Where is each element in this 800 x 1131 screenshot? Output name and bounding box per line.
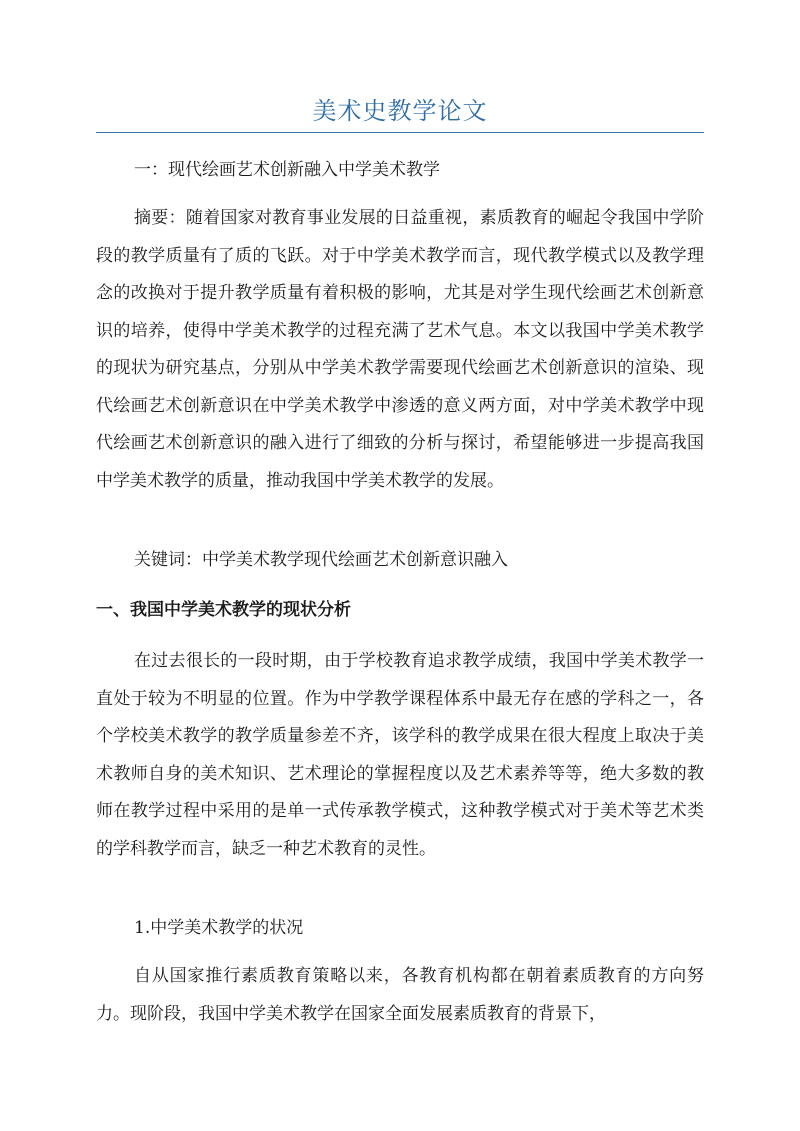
subtitle: 一：现代绘画艺术创新融入中学美术教学 xyxy=(134,160,440,180)
subsection-heading: 1.中学美术教学的状况 xyxy=(134,918,304,938)
section-heading: 一、我国中学美术教学的现状分析 xyxy=(96,600,351,620)
abstract-paragraph: 摘要：随着国家对教育事业发展的日益重视，素质教育的崛起令我国中学阶段的教学质量有了质的飞跃。对于中学美术教学而言，现代教学模式以及教学理念的改换对于提升教学质量有着积极的影响，尤其是对学生现代绘画艺术创新意识的培养，使得中学美术教学的过程充满了艺术气息。本文以我国中学美术教学的现状为研究基点，分别从中学美术教学需要现代绘画艺术创新意识的渲染、现代绘画艺术创新意识在中学美术教学中渗透的意义两方面，对中学美术教学中现代绘画艺术创新意识的融入进行了细致的分析与探讨，希望能够进一步提高我国中学美术教学的质量，推动我国中学美术教学的发展。 xyxy=(96,208,704,491)
title-underline xyxy=(96,132,704,133)
document-title: 美术史教学论文 xyxy=(312,97,488,125)
subsection-paragraph: 自从国家推行素质教育策略以来，各教育机构都在朝着素质教育的方向努力。现阶段，我国中学美术教学在国家全面发展素质教育的背景下， xyxy=(96,966,704,1024)
section-paragraph: 在过去很长的一段时期，由于学校教育追求教学成绩，我国中学美术教学一直处于较为不明显的位置。作为中学教学课程体系中最无存在感的学科之一，各个学校美术教学的教学质量参差不齐，该学科的教学成果在很大程度上取决于美术教师自身的美术知识、艺术理论的掌握程度以及艺术素养等等，绝大多数的教师在教学过程中采用的是单一式传承教学模式，这种教学模式对于美术等艺术类的学科教学而言，缺乏一种艺术教育的灵性。 xyxy=(96,651,704,859)
keywords-line: 关键词：中学美术教学现代绘画艺术创新意识融入 xyxy=(134,550,508,570)
